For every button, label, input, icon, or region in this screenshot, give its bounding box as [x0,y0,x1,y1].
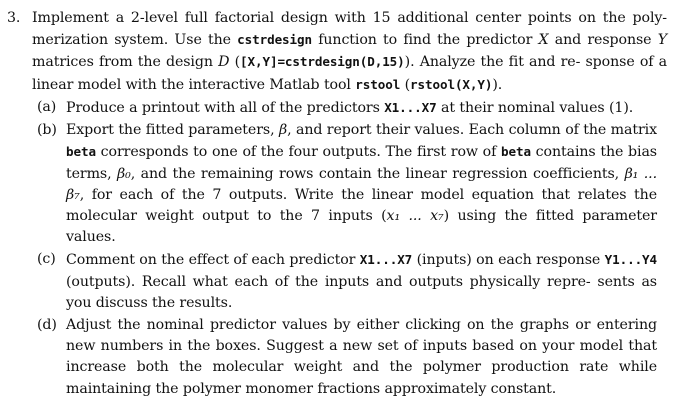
problem-text: ( [400,76,411,93]
problem-text: ). [492,76,503,93]
problem-number: 3. [7,10,21,26]
code-term: X1...X7 [384,100,437,115]
tool-name: rstool [355,76,401,92]
subquestion-label: (c) [37,251,56,268]
problem-text: Implement a 2-level full factorial design with 15 additional center points on the poly- merization system. Use the [32,10,667,49]
text-segment: Produce a printout with all of the predictors [66,100,385,116]
code-call: rstool(X,Y) [410,76,493,92]
text-segment: Adjust the nominal predictor values by either clicking on the graphs or entering new numbers in the boxes. Suggest a new set of inputs based on your model that increase both the molecular weight and the polymer production rate while maintaining the polymer monomer fractions approximately constant. [66,317,657,397]
problem-text: ( [229,54,241,71]
text-segment: , for each of the 7 outputs. Write the linear model equation that relates the molecular weight output to the 7 inputs ( [66,186,657,225]
problem-text: ). Analyze the fit and re- sponse of a linear model with the interactive Matlab tool [32,54,667,93]
subquestion-label: (a) [37,99,57,115]
problem-statement [32,8,667,96]
math-term: β₁ ... β₇ [66,165,657,203]
problem-3 [7,8,667,96]
subquestion [37,249,657,314]
text-segment: (outputs). Recall what each of the inputs and outputs physically repre- sents as you discuss the results. [66,273,657,311]
problem-text: matrices from the design [32,54,219,71]
subquestion [37,97,657,119]
function-name: cstrdesign [237,32,312,48]
text-segment: at their nominal values (1). [436,100,634,116]
math-term: β₀ [117,165,131,182]
subquestion-text [66,249,657,314]
text-segment: corresponds to one of the four outputs. The first row of [95,144,501,161]
text-segment: contains the bias terms, [66,144,657,182]
text-segment: , and report their values. Each column of the matrix [287,122,657,139]
code-call: [X,Y]=cstrdesign(D,15) [240,54,405,70]
text-segment: Comment on the effect of each predictor [66,252,360,269]
math-variable: D [218,54,230,71]
subquestion-label: (d) [37,317,57,334]
code-term: beta [501,144,531,160]
code-term: Y1...Y4 [604,252,658,268]
problem-text: and response [548,32,658,49]
text-segment: (inputs) on each response [412,252,605,269]
text-segment: Export the fitted parameters, [66,122,279,139]
math-variable: X [538,32,549,49]
subquestion-text [66,315,657,400]
code-term: beta [66,144,96,160]
text-segment: , and the remaining rows contain the linear regression coefficients, [130,165,625,182]
code-term: X1...X7 [359,252,413,268]
math-term: x₁ ... x₇ [386,208,444,225]
subquestion [37,120,657,248]
problem-text: function to find the predictor [311,32,539,49]
math-variable: Y [657,32,667,49]
subquestion-list [37,97,657,401]
subquestion-text [66,97,657,119]
text-segment: ) using the fitted parameter values. [66,208,657,246]
subquestion-text [66,120,657,248]
subquestion-label: (b) [37,122,57,139]
math-term: β [278,122,288,139]
subquestion [37,315,657,400]
